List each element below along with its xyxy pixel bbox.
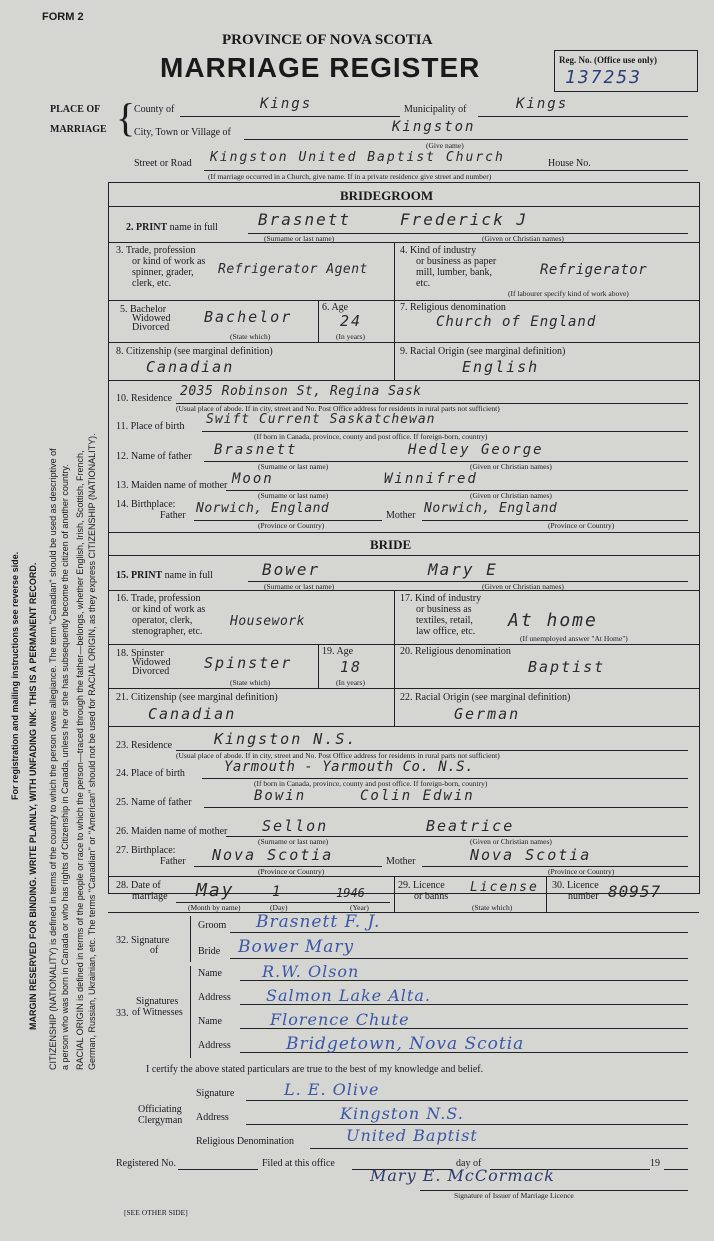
f29-label-2: or banns	[414, 891, 449, 902]
margin-instructions-note: For registration and mailing instructions see reverse side.	[10, 551, 20, 800]
marriage-day-note: (Day)	[270, 903, 288, 912]
f28-label-2: marriage	[132, 891, 168, 902]
f26-surname-note: (Surname or last name)	[258, 837, 329, 846]
f18-label-2: Widowed	[132, 657, 171, 668]
groom-residence: 2035 Robinson St, Regina Sask	[180, 384, 422, 399]
filed-label: Filed at this office	[262, 1158, 335, 1169]
f14-father-note: (Province or Country)	[258, 521, 325, 530]
f5-label-2: Widowed	[132, 313, 171, 324]
groom-trade: Refrigerator Agent	[218, 262, 368, 277]
issuer-label: Signature of Issuer of Marriage Licence	[454, 1191, 574, 1200]
house-label: House No.	[548, 158, 591, 169]
bride-racial: German	[454, 705, 521, 723]
f13-label: 13. Maiden name of mother	[116, 480, 228, 491]
bride-status-note: (State which)	[230, 678, 271, 687]
f4-note: (If labourer specify kind of work above)	[508, 289, 629, 298]
f16-label-1: 16. Trade, profession	[116, 593, 201, 604]
f24-label: 24. Place of birth	[116, 768, 185, 779]
f3-label-2: or kind of work as	[132, 256, 206, 267]
witness1-address: Salmon Lake Alta.	[266, 986, 431, 1005]
issuer-signature: Mary E. McCormack	[370, 1166, 555, 1185]
f11-note: (If born in Canada, province, county and post office. If foreign-born, country)	[254, 432, 488, 441]
see-other-side: [SEE OTHER SIDE]	[124, 1208, 188, 1217]
f7-label: 7. Religious denomination	[400, 302, 506, 313]
municipality-value: Kings	[516, 96, 569, 112]
f23-note: (Usual place of abode. If in city, street and No. Post Office address for residents in rural parts not sufficient)	[176, 751, 500, 760]
f30-label-1: 30. Licence	[552, 880, 599, 891]
reg-no-box	[554, 50, 698, 92]
street-note: (If marriage occurred in a Church, give name. If in a private residence give street and number)	[208, 172, 492, 181]
groom-given-note: (Given or Christian names)	[482, 234, 564, 243]
registered-no-label: Registered No.	[116, 1158, 176, 1169]
f23-label: 23. Residence	[116, 740, 173, 751]
bride-mother-birthplace: Nova Scotia	[470, 846, 592, 864]
groom-age-note: (In years)	[336, 332, 365, 341]
f2-label: 2. PRINT name in full	[126, 222, 218, 233]
f14-label-2: Father	[160, 510, 186, 521]
clergy-denomination: United Baptist	[346, 1126, 478, 1145]
f17-label-1: 17. Kind of industry	[400, 593, 482, 604]
county-value: Kings	[260, 96, 313, 112]
marriage-label: MARRIAGE	[50, 124, 107, 135]
bride-signature: Bower Mary	[238, 937, 355, 957]
clergy-address-label: Address	[196, 1112, 229, 1123]
f27-label-1: 27. Birthplace:	[116, 845, 176, 856]
certify-text: I certify the above stated particulars are true to the best of my knowledge and belief.	[146, 1064, 484, 1075]
margin-racial-def-1: RACIAL ORIGIN is defined in terms of the people or race to which the person—traced through the father—belongs, whether English, Irish, Scottish, French,	[75, 450, 85, 1070]
f25-label: 25. Name of father	[116, 797, 192, 808]
f33-label: 33.	[116, 1008, 129, 1019]
groom-sig-label: Groom	[198, 920, 227, 931]
f4-label-1: 4. Kind of industry	[400, 245, 477, 256]
f6-label: 6. Age	[322, 302, 349, 313]
groom-industry: Refrigerator	[540, 262, 648, 278]
f24-note: (If born in Canada, province, county and post office. If foreign-born, country)	[254, 779, 488, 788]
groom-birthplace: Swift Current Saskatchewan	[206, 412, 436, 427]
f14-mother-label: Mother	[386, 510, 416, 521]
f20-label: 20. Religious denomination	[400, 646, 511, 657]
groom-father-birthplace: Norwich, England	[196, 501, 330, 516]
margin-binding-note: MARGIN RESERVED FOR BINDING. WRITE PLAINLY, WITH UNFADING INK. THIS IS A PERMANENT RECORD.	[28, 562, 38, 1030]
f28-label-1: 28. Date of	[116, 880, 161, 891]
f16-label-3: operator, clerk,	[132, 615, 193, 626]
bride-trade: Housework	[230, 614, 305, 629]
f17-label-2: or business as	[416, 604, 472, 615]
city-value: Kingston	[392, 119, 476, 135]
f16-label-2: or kind of work as	[132, 604, 206, 615]
witness-sig-label-2: of Witnesses	[132, 1007, 183, 1018]
bride-mother-surname: Sellon	[262, 817, 329, 835]
bride-age-note: (In years)	[336, 678, 365, 687]
officiating-label: Officiating	[138, 1104, 182, 1115]
groom-surname-note: (Surname or last name)	[264, 234, 335, 243]
bride-father-surname: Bowin	[254, 788, 307, 804]
bride-given-note: (Given or Christian names)	[482, 582, 564, 591]
f17-note: (If unemployed answer "At Home")	[520, 634, 628, 643]
bride-mother-given: Beatrice	[426, 817, 515, 835]
f19-label: 19. Age	[322, 646, 354, 657]
province-title: PROVINCE OF NOVA SCOTIA	[222, 32, 433, 48]
groom-given: Frederick J	[400, 210, 528, 229]
f14-mother-note: (Province or Country)	[548, 521, 615, 530]
city-note: (Give name)	[426, 141, 464, 150]
f8-label: 8. Citizenship (see marginal definition)	[116, 346, 273, 357]
clergy-signature: L. E. Olive	[284, 1080, 380, 1099]
f4-label-2: or business as paper	[416, 256, 497, 267]
f3-label-1: 3. Trade, profession	[116, 245, 196, 256]
groom-surname: Brasnett	[258, 210, 352, 229]
groom-heading: BRIDEGROOM	[340, 188, 434, 203]
bride-status: Spinster	[204, 654, 293, 672]
margin-citizenship-def-2: a person who was born in Canada or who has rights of Citizenship in Canada, unless he or she has subsequently become the citizen of another country.	[60, 464, 70, 1070]
bride-age: 18	[340, 658, 363, 676]
groom-citizenship: Canadian	[146, 358, 235, 376]
f27-mother-label: Mother	[386, 856, 416, 867]
bride-citizenship: Canadian	[148, 705, 237, 723]
form-number: FORM 2	[42, 11, 84, 23]
f18-label-1: 18. Spinster	[116, 648, 164, 659]
reg-no-label: Reg. No. (Office use only)	[559, 55, 657, 65]
f21-label: 21. Citizenship (see marginal definition)	[116, 692, 278, 703]
f12-given-note: (Given or Christian names)	[470, 462, 552, 471]
f17-label-4: law office, etc.	[416, 626, 476, 637]
groom-father-surname: Brasnett	[214, 442, 298, 458]
bride-industry: At home	[508, 610, 598, 631]
groom-mother-surname: Moon	[232, 471, 274, 487]
w1-address-label: Address	[198, 992, 231, 1003]
groom-mother-given: Winnifred	[384, 471, 478, 487]
witness2-name: Florence Chute	[270, 1010, 410, 1029]
w1-name-label: Name	[198, 968, 222, 979]
f17-label-3: textiles, retail,	[416, 615, 473, 626]
witness2-address: Bridgetown, Nova Scotia	[286, 1034, 525, 1054]
place-brace: {	[116, 95, 136, 140]
street-label: Street or Road	[134, 158, 192, 169]
f32-of: of	[150, 945, 159, 956]
witness-sig-label-1: Signatures	[136, 996, 179, 1007]
marriage-month-note: (Month by name)	[188, 903, 241, 912]
year-19-label: 19	[650, 1158, 660, 1169]
county-label: County of	[134, 104, 175, 115]
groom-religion: Church of England	[436, 314, 597, 330]
licence-number: 80957	[608, 882, 662, 901]
f16-label-4: stenographer, etc.	[132, 626, 203, 637]
f12-label: 12. Name of father	[116, 451, 192, 462]
groom-status: Bachelor	[204, 308, 293, 326]
f5-label-3: Divorced	[132, 322, 170, 333]
f9-label: 9. Racial Origin (see marginal definition)	[400, 346, 566, 357]
groom-signature: Brasnett F. J.	[256, 912, 381, 932]
clergy-address: Kingston N.S.	[340, 1104, 464, 1123]
f13-given-note: (Given or Christian names)	[470, 491, 552, 500]
licence-type: License	[470, 880, 539, 895]
f10-note: (Usual place of abode. If in city, street and No. Post Office address for residents in rural parts not sufficient)	[176, 404, 500, 413]
f4-label-4: etc.	[416, 278, 431, 289]
f29-label-1: 29. Licence	[398, 880, 445, 891]
f18-label-3: Divorced	[132, 666, 170, 677]
f27-label-2: Father	[160, 856, 186, 867]
margin-racial-def-2: German, Russian, Ukrainian, etc. The terms "Canadian" or "American" should not be used for RACIAL ORIGIN, as they express CITIZENSHIP (NATIONALITY).	[87, 433, 97, 1070]
w2-address-label: Address	[198, 1040, 231, 1051]
marriage-month: May	[196, 880, 235, 901]
f12-surname-note: (Surname or last name)	[258, 462, 329, 471]
bride-father-birthplace: Nova Scotia	[212, 846, 334, 864]
bride-birthplace: Yarmouth - Yarmouth Co. N.S.	[224, 759, 475, 775]
bride-residence: Kingston N.S.	[214, 730, 358, 748]
marriage-year-note: (Year)	[350, 903, 369, 912]
f30-label-2: number	[568, 891, 599, 902]
clergy-denomination-label: Religious Denomination	[196, 1136, 295, 1147]
margin-citizenship-def-1: CITIZENSHIP (NATIONALITY) is defined in terms of the country to which the person owes allegiance. The term "Canadian" should be used as descriptive of	[48, 448, 58, 1070]
place-label: PLACE OF	[50, 104, 101, 115]
f3-label-4: clerk, etc.	[132, 278, 172, 289]
f5-label-1: 5. Bachelor	[120, 304, 167, 315]
municipality-label: Municipality of	[404, 104, 467, 115]
bride-surname-note: (Surname or last name)	[264, 582, 335, 591]
bride-sig-label: Bride	[198, 946, 221, 957]
bride-surname: Bower	[262, 560, 321, 579]
f4-label-3: mill, lumber, bank,	[416, 267, 492, 278]
f26-given-note: (Given or Christian names)	[470, 837, 552, 846]
clergyman-label: Clergyman	[138, 1115, 183, 1126]
marriage-day: 1	[272, 884, 283, 900]
reg-no-value: 137253	[565, 67, 643, 88]
groom-status-note: (State which)	[230, 332, 271, 341]
page-title: MARRIAGE REGISTER	[160, 52, 481, 83]
f11-label: 11. Place of birth	[116, 421, 185, 432]
bride-heading: BRIDE	[370, 537, 412, 552]
groom-racial: English	[462, 358, 540, 376]
city-label: City, Town or Village of	[134, 127, 231, 138]
w2-name-label: Name	[198, 1016, 222, 1027]
f32-label: 32. Signature	[116, 935, 170, 946]
groom-mother-birthplace: Norwich, England	[424, 501, 558, 516]
clergy-sig-label: Signature	[196, 1088, 235, 1099]
f26-label: 26. Maiden name of mother	[116, 826, 228, 837]
bride-father-given: Colin Edwin	[360, 788, 475, 804]
groom-father-given: Hedley George	[408, 442, 544, 458]
f14-label-1: 14. Birthplace:	[116, 499, 176, 510]
bride-given: Mary E	[428, 560, 498, 579]
witness1-name: R.W. Olson	[262, 962, 360, 981]
f27-father-note: (Province or Country)	[258, 867, 325, 876]
marriage-year: 1946	[336, 886, 365, 900]
f10-label: 10. Residence	[116, 393, 173, 404]
f27-mother-note: (Province or Country)	[548, 867, 615, 876]
f13-surname-note: (Surname or last name)	[258, 491, 329, 500]
f15-label: 15. PRINT name in full	[116, 570, 213, 581]
street-value: Kingston United Baptist Church	[210, 150, 505, 165]
licence-type-note: (State which)	[472, 903, 513, 912]
f3-label-3: spinner, grader,	[132, 267, 194, 278]
day-of-label: day of	[456, 1158, 482, 1169]
bride-religion: Baptist	[528, 658, 606, 676]
groom-age: 24	[340, 312, 363, 330]
f22-label: 22. Racial Origin (see marginal definition)	[400, 692, 571, 703]
